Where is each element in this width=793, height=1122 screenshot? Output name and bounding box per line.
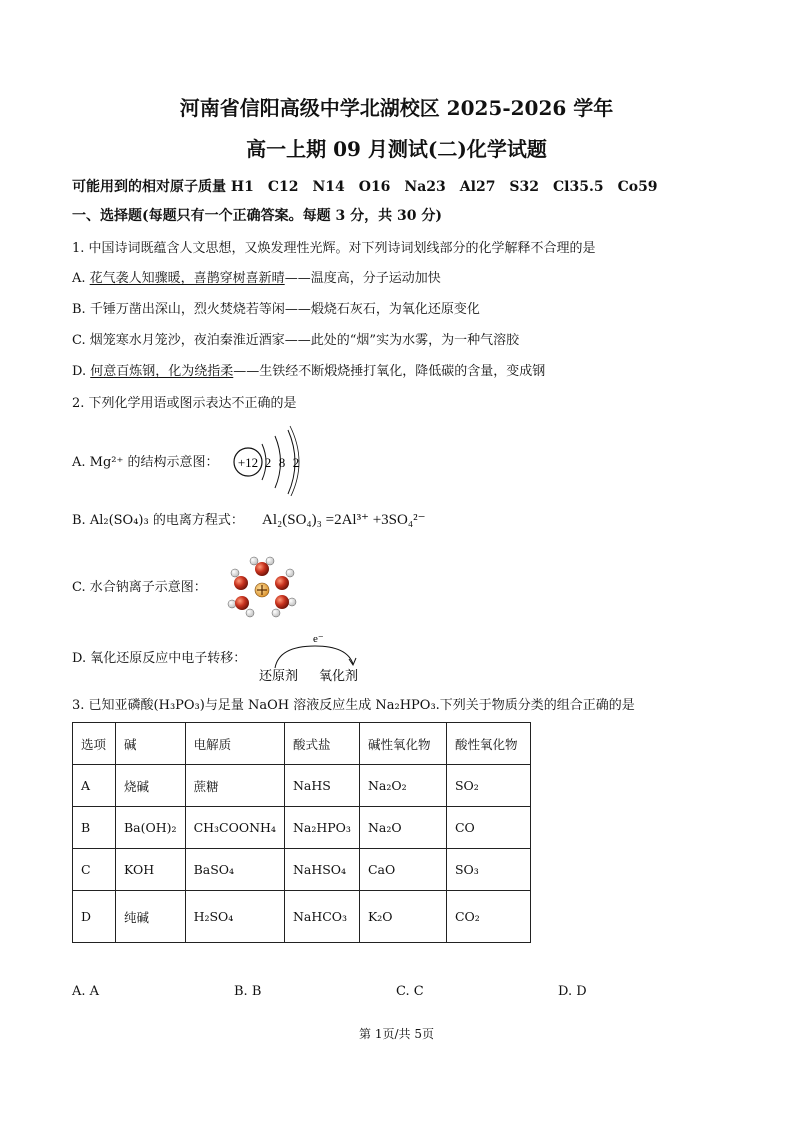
nucleus-charge: +12 [237,455,259,470]
table-cell: NaHSO₄ [284,849,359,891]
oxygen-atom [235,596,249,610]
option-poem: 花气袭人知骤暖，喜鹊穿树喜新晴 [89,271,285,286]
table-cell: Ba(OH)₂ [116,807,186,849]
q1-option-c [72,333,519,349]
table-cell: C [73,849,116,891]
q1-option-b [72,302,480,318]
mg-ion-structure-diagram [228,424,308,496]
atomic-masses: 可能用到的相对原子质量 H1 C12 N14 O16 Na23 Al27 S32 Cl35.5 Co59 [72,179,658,195]
reductant-label: 还原剂 [259,669,299,684]
q1-option-a [72,271,441,287]
table-cell: KOH [116,849,186,891]
shell-electrons-3: 2 [292,455,300,470]
hydrogen-atom [228,600,236,608]
table-cell: BaSO₄ [185,849,284,891]
option-poem: 何意百炼钢，化为绕指柔 [90,364,234,379]
table-cell: 蔗糖 [185,765,284,807]
table-cell: 烧碱 [116,765,186,807]
header-cell: 酸性氧化物 [446,723,530,765]
table-cell: K₂O [359,891,446,943]
oxygen-atom [255,562,269,576]
table-cell: Na₂O₂ [359,765,446,807]
electron-transfer-diagram [255,630,375,686]
ionization-equation: Al₂(SO₄)₃ =2Al³⁺ +3SO₄²⁻ [262,512,426,528]
table-row [73,765,531,807]
header-cell: 电解质 [185,723,284,765]
table-cell: B [73,807,116,849]
option-explain: ——煅烧石灰石，为氧化还原变化 [284,302,480,317]
header-cell: 碱性氧化物 [359,723,446,765]
transfer-arrow [275,646,353,668]
table-row [73,891,531,943]
q3-answer-a[interactable]: A. A [72,984,100,999]
table-cell: Na₂HPO₃ [284,807,359,849]
table-cell: A [73,765,116,807]
q1-stem: 1. 中国诗词既蕴含人文思想，又焕发理性光辉。对下列诗词划线部分的化学解释不合理的是 [72,241,596,256]
option-label: C. [72,333,86,348]
oxygen-atom [275,595,289,609]
option-poem: 烟笼寒水月笼沙，夜泊秦淮近酒家 [89,333,285,348]
hydrogen-atom [250,557,258,565]
hydrogen-atom [231,569,239,577]
q3-answer-d[interactable]: D. D [558,984,587,999]
page-subtitle: 高一上期 09 月测试(二)化学试题 [246,137,547,161]
table-cell: CH₃COONH₄ [185,807,284,849]
q3-answer-c[interactable]: C. C [396,984,424,999]
option-explain: ——此处的“烟”实为水雾，为一种气溶胶 [284,333,520,348]
table-row [73,849,531,891]
table-cell: D [73,891,116,943]
option-label: B. [72,302,86,317]
classification-table [72,722,531,943]
header-cell: 选项 [73,723,116,765]
table-cell: 纯碱 [116,891,186,943]
table-header-row [73,723,531,765]
table-cell: H₂SO₄ [185,891,284,943]
shell-electrons-1: 2 [264,455,272,470]
q2-option-a-text: A. Mg²⁺ 的结构示意图： [72,455,219,470]
header-cell: 酸式盐 [284,723,359,765]
q1-option-d [72,364,545,380]
table-cell: Na₂O [359,807,446,849]
table-cell: CaO [359,849,446,891]
table-cell: NaHCO₃ [284,891,359,943]
q3-stem: 3. 已知亚磷酸(H₃PO₃)与足量 NaOH 溶液反应生成 Na₂HPO₃.下列关于物质分类的组合正确的是 [72,698,635,713]
option-label: D. [72,364,87,379]
option-explain: ——温度高，分子运动加快 [284,271,441,286]
table-cell: SO₂ [446,765,530,807]
hydrogen-atom [246,609,254,617]
page-title: 河南省信阳高级中学北湖校区 2025-2026 学年 [179,96,614,120]
table-cell: CO₂ [446,891,530,943]
table-row [73,807,531,849]
hydrogen-atom [288,598,296,606]
hydrogen-atom [266,557,274,565]
page-footer: 第 1页/共 5页 [359,1027,434,1041]
electron-label: e⁻ [313,633,324,645]
oxidant-label: 氧化剂 [319,669,359,684]
oxygen-atom [275,576,289,590]
option-poem: 千锤万凿出深山，烈火焚烧若等闲 [89,302,285,317]
table-cell: NaHS [284,765,359,807]
hydrogen-atom [286,569,294,577]
q2-option-b-text: B. Al₂(SO₄)₃ 的电离方程式： [72,513,244,528]
table-cell: CO [446,807,530,849]
q3-answer-b[interactable]: B. B [234,984,262,999]
option-explain: ——生铁经不断煅烧捶打氧化，降低碳的含量，变成钢 [233,364,546,379]
hydrogen-atom [272,609,280,617]
q2-option-c-text: C. 水合钠离子示意图： [72,580,207,595]
hydrated-sodium-ion-diagram [226,556,302,618]
section-heading: 一、选择题(每题只有一个正确答案。每题 3 分，共 30 分) [72,208,442,224]
table-cell: SO₃ [446,849,530,891]
header-cell: 碱 [116,723,186,765]
q2-stem: 2. 下列化学用语或图示表达不正确的是 [72,396,297,411]
shell-electrons-2: 8 [278,455,286,470]
q2-option-d-text: D. 氧化还原反应中电子转移： [72,651,247,666]
oxygen-atom [234,576,248,590]
option-label: A. [72,271,86,286]
